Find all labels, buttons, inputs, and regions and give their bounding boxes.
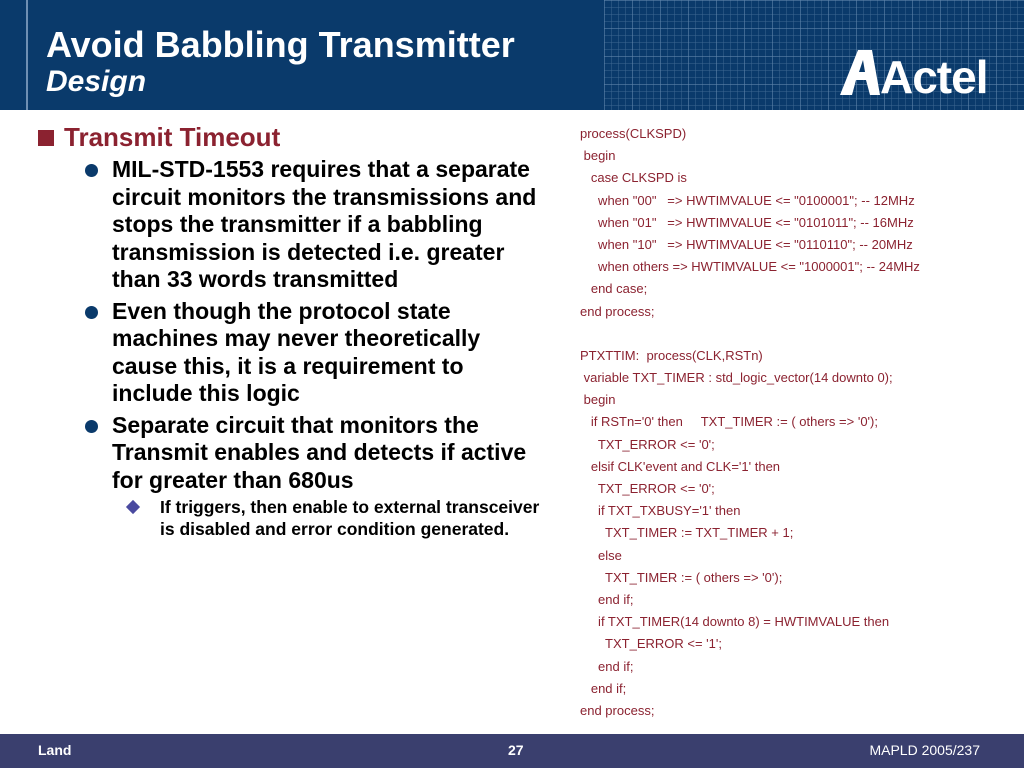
code-line: when "10" => HWTIMVALUE <= "0110110"; -- 20MHz [580, 236, 913, 252]
slide-footer [0, 734, 1024, 768]
actel-logo-icon [840, 50, 1005, 95]
code-line: TXT_ERROR <= '0'; [580, 481, 715, 496]
circle-bullet-icon [85, 306, 98, 319]
bullet-heading: Transmit Timeout [64, 122, 281, 152]
bullet-level3 [38, 496, 543, 540]
code-line: when "01" => HWTIMVALUE <= "0101011"; -- 16MHz [580, 214, 914, 230]
code-line: case CLKSPD is [580, 170, 687, 186]
bullet-text: MIL-STD-1553 requires that a separate circuit monitors the transmissions and stops the transmitter if a babbling transmission is detected i.e. greater than 33 words transmitted [112, 156, 537, 292]
code-line: else [580, 547, 622, 563]
bullet-level2 [38, 156, 543, 294]
circle-bullet-icon [85, 164, 98, 177]
code-line: PTXTTIM: process(CLK,RSTn) [580, 347, 763, 363]
code-line: when "00" => HWTIMVALUE <= "0100001"; -- 12MHz [580, 192, 915, 208]
code-line: end if; [580, 658, 634, 674]
code-line: begin [580, 148, 616, 164]
code-line: TXT_TIMER := TXT_TIMER + 1; [580, 525, 794, 541]
code-line: TXT_ERROR <= '1'; [580, 636, 722, 652]
diamond-bullet-icon [126, 500, 140, 514]
code-line: when others => HWTIMVALUE <= "1000001"; -- 24MHz [580, 259, 920, 275]
bullet-level1 [38, 122, 543, 152]
slide-bullets [38, 122, 543, 540]
code-line: end process; [580, 303, 655, 319]
code-line: if RSTn='0' then TXT_TIMER := ( others => '0'); [580, 414, 878, 430]
code-line-blank [580, 324, 1010, 346]
actel-logo-text: Actel [880, 51, 988, 95]
slide-header [0, 0, 1024, 110]
square-bullet-icon [38, 130, 54, 146]
code-line: variable TXT_TIMER : std_logic_vector(14 downto 0); [580, 370, 893, 386]
code-line: if TXT_TIMER(14 downto 8) = HWTIMVALUE then [580, 614, 890, 630]
code-line: if TXT_TXBUSY='1' then [580, 503, 741, 519]
bullet-level2 [38, 298, 543, 408]
code-line: TXT_TIMER := ( others => '0'); [580, 569, 783, 585]
header-divider-line [26, 0, 28, 110]
code-line: end case; [580, 281, 648, 297]
footer-right-text: MAPLD 2005/237 [869, 742, 980, 758]
code-line: process(CLKSPD) [580, 126, 687, 141]
code-line: end if; [580, 680, 627, 696]
sub-bullet-text: If triggers, then enable to external transceiver is disabled and error condition generated. [160, 497, 540, 539]
bullet-text: Even though the protocol state machines may never theoretically cause this, it is a requirement to include this logic [112, 297, 481, 406]
code-listing [580, 124, 1010, 723]
code-line: begin [580, 392, 616, 408]
slide-title: Avoid Babbling Transmitter [46, 24, 515, 65]
code-line: end process; [580, 702, 655, 718]
slide-subtitle: Design [46, 65, 147, 98]
code-line: end if; [580, 591, 634, 607]
circle-bullet-icon [85, 420, 98, 433]
code-line: TXT_ERROR <= '0'; [580, 436, 715, 452]
bullet-level2 [38, 412, 543, 495]
footer-left-text: Land [38, 742, 72, 758]
page-number: 27 [508, 742, 524, 758]
bullet-text: Separate circuit that monitors the Transmit enables and detects if active for greater than 680us [112, 411, 527, 493]
code-line: elsif CLK'event and CLK='1' then [580, 458, 781, 474]
actel-logo [840, 50, 1005, 95]
